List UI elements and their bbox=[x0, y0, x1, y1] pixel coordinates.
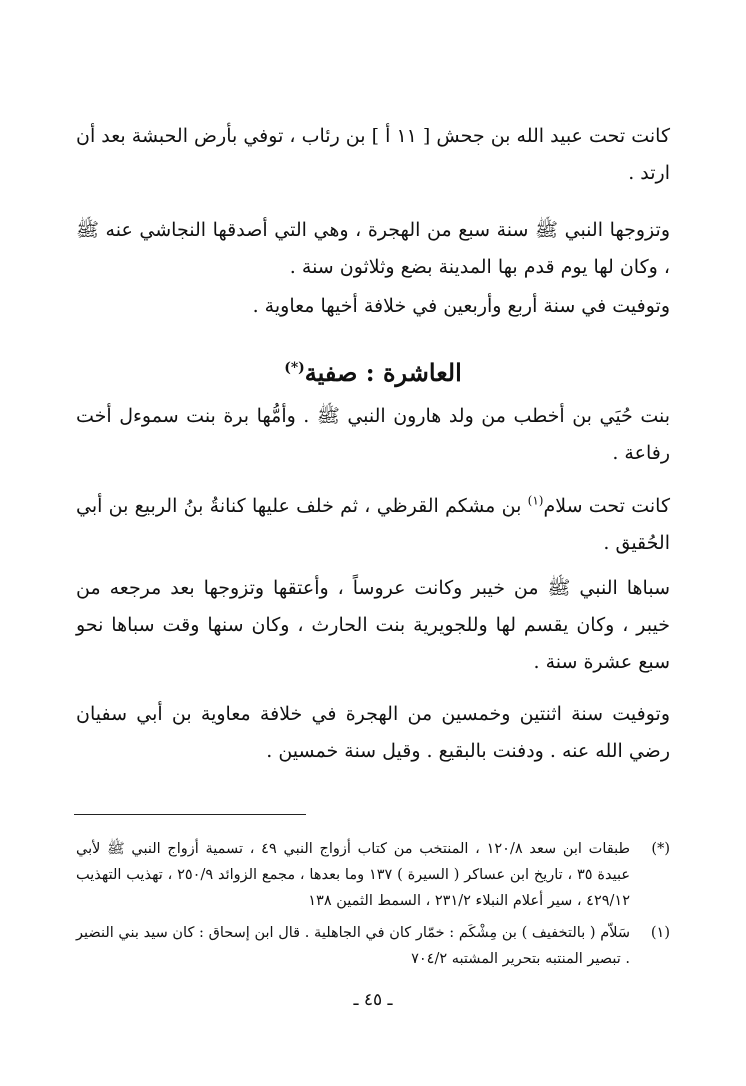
footnote-1-text: طبقات ابن سعد ١٢٠/٨ ، المنتخب من كتاب أزواج النبي ٤٩ ، تسمية أزواج النبي ﷺ لأبي عبيدة ٣٥ ، تاريخ ابن عساكر ( السيرة ) ١٣٧ وما بعدها ، مجمع الزوائد ٢٥٠/٩ ، تهذيب التهذيب ٤٢٩/١٢ ، سير أعلام النبلاء ٢٣١/٢ ، السمط الثمين ١٣٨ bbox=[76, 841, 630, 909]
paragraph-2: وتزوجها النبي ﷺ سنة سبع من الهجرة ، وهي التي أصدقها النجاشي عنه ﷺ ، وكان لها يوم قدم بها المدينة بضع وثلاثون سنة . bbox=[76, 219, 670, 278]
paragraph-3: وتوفيت في سنة أربع وأربعين في خلافة أخيها معاوية . bbox=[252, 295, 670, 317]
paragraph-5-rest: بن مشكم القرظي ، ثم خلف عليها كنانةُ بنُ الربيع بن أبي الحُقيق . bbox=[76, 495, 670, 554]
paragraph-1: كانت تحت عبيد الله بن جحش [ ١١ أ ] بن رئاب ، توفي بأرض الحبشة بعد أن ارتد . bbox=[76, 125, 670, 184]
paragraph-5-start: كانت تحت سلام bbox=[543, 495, 671, 517]
paragraph-4: بنت حُيَي بن أخطب من ولد هارون النبي ﷺ . وأمُّها برة بنت سموءل أخت رفاعة . bbox=[76, 405, 670, 464]
paragraph-7: وتوفيت سنة اثنتين وخمسين من الهجرة في خلافة معاوية بن أبي سفيان رضي الله عنه . ودفنت بالبقيع . وقيل سنة خمسين . bbox=[76, 703, 670, 762]
footnote-2 bbox=[76, 920, 670, 972]
page-number: ـ ٤٥ ـ bbox=[353, 990, 393, 1010]
footnote-2-text: سَلاّم ( بالتخفيف ) بن مِشْكَم : خمّار كان في الجاهلية . قال ابن إسحاق : كان سيد بني النضير . تبصير المنتبه بتحرير المشتبه ٧٠٤/٢ bbox=[76, 925, 630, 967]
footnote-ref-1: (١) bbox=[527, 493, 544, 508]
heading-text: العاشرة : صفية bbox=[304, 358, 462, 387]
footnote-1-mark: (*) bbox=[651, 841, 670, 857]
paragraph-5 bbox=[76, 488, 670, 562]
footnote-2-mark: (١) bbox=[650, 925, 670, 941]
footnote-1 bbox=[76, 836, 670, 914]
section-heading bbox=[76, 348, 670, 393]
paragraph-6: سباها النبي ﷺ من خيبر وكانت عروساً ، وأعتقها وتزوجها بعد مرجعه من خيبر ، وكان يقسم لها وللجويرية بنت الحارث ، وكان سنها وقت سباها نحو سبع عشرة سنة . bbox=[76, 577, 670, 673]
heading-footnote-mark: (*) bbox=[284, 360, 305, 376]
footnote-separator bbox=[74, 814, 306, 815]
